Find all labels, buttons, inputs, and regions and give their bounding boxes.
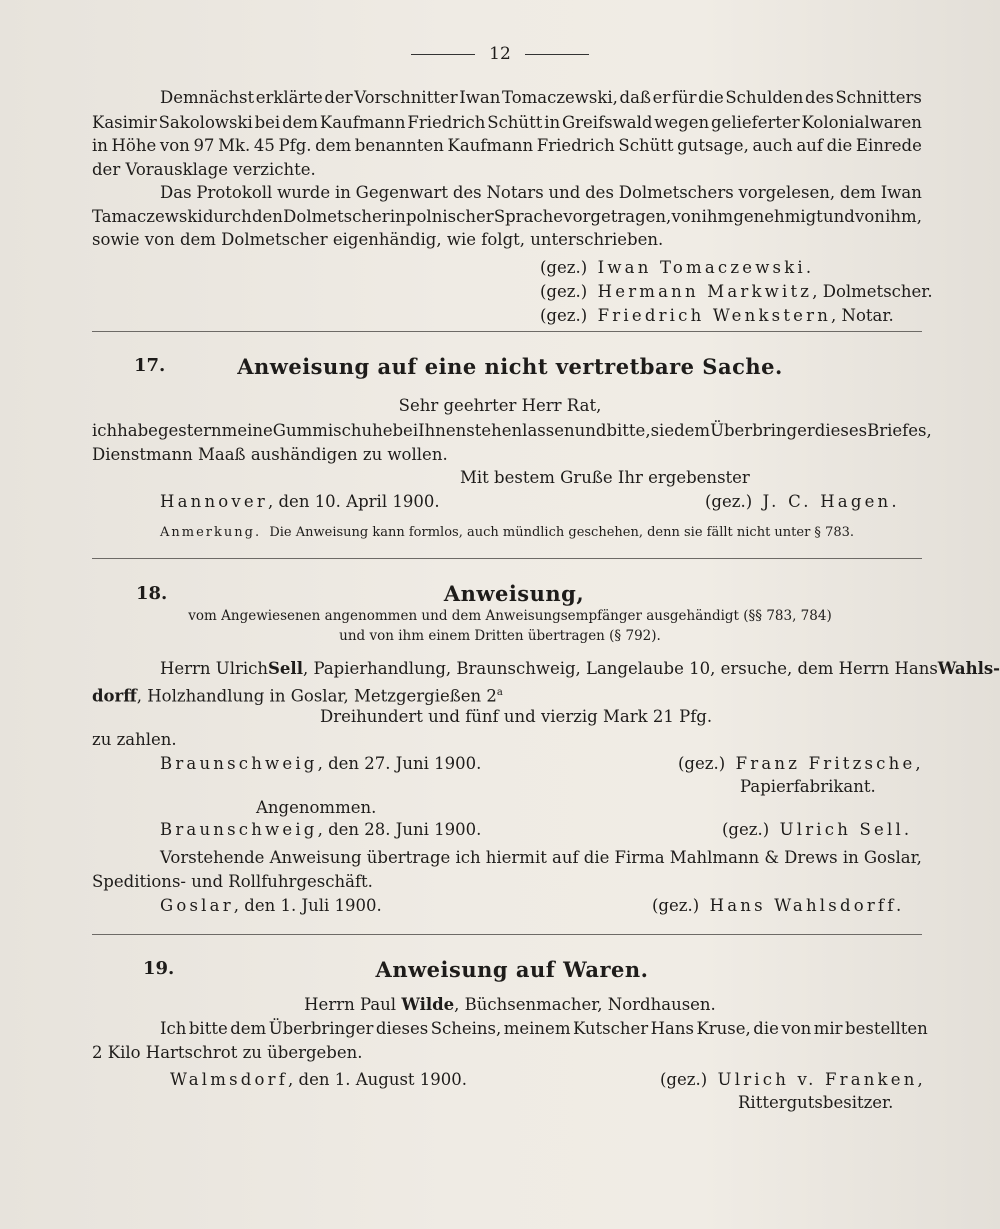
section-18-transfer-line-1 xyxy=(160,848,922,868)
note-text: Die Anweisung kann formlos, auch mündlich geschehen, denn sie fällt nicht unter § 783. xyxy=(269,525,855,540)
section-18-subtitle-1: vom Angewiesenen angenommen und dem Anweisungsempfänger ausgehändigt (§§ 783, 784) xyxy=(188,608,832,624)
word: 45 xyxy=(253,136,275,155)
word: dem xyxy=(839,183,876,202)
intro-line-5 xyxy=(160,183,922,203)
date: , den 28. Juni 1900. xyxy=(317,820,482,839)
note-label: Anmerkung. xyxy=(160,525,262,540)
section-19-signature-role: Rittergutsbesitzer. xyxy=(738,1093,894,1112)
section-18-zu-zahlen: zu zahlen. xyxy=(92,730,177,749)
intro-line-6 xyxy=(92,207,922,227)
word: auch xyxy=(752,136,793,155)
word: des xyxy=(805,88,834,107)
word: gelieferter xyxy=(711,113,800,132)
intro-line-3 xyxy=(92,136,922,156)
word: Mahlmann xyxy=(669,848,760,867)
word: Friedrich xyxy=(536,136,615,155)
word: in xyxy=(389,207,406,226)
word: ich xyxy=(92,421,118,440)
word: Vorschnitter xyxy=(354,88,458,107)
word: Schütt xyxy=(618,136,674,155)
word: dem xyxy=(674,421,711,440)
section-18-signature-1: (gez.) Franz Fritzsche, xyxy=(678,754,924,773)
word: bitte xyxy=(188,1019,228,1038)
word: auf xyxy=(552,848,579,867)
word: dem xyxy=(282,113,319,132)
section-19-line-2: 2 Kilo Hartschrot zu übergeben. xyxy=(92,1043,363,1062)
word: dieses xyxy=(814,421,868,440)
word: gutsage, xyxy=(677,136,749,155)
dash-left xyxy=(411,54,475,55)
word: Anweisung xyxy=(269,848,362,867)
section-19-title: Anweisung auf Waren. xyxy=(375,957,649,982)
word: Tamaczewski xyxy=(92,207,203,226)
word: Vorstehende xyxy=(160,848,265,867)
section-17-place-date xyxy=(160,492,440,512)
section-19-place-date xyxy=(170,1070,467,1090)
word: von xyxy=(855,207,885,226)
word: Greifswald xyxy=(561,113,653,132)
place: Braunschweig xyxy=(160,754,318,773)
word: Ich xyxy=(160,1019,187,1038)
section-17-closing: Mit bestem Gruße Ihr ergebenster xyxy=(460,468,750,487)
word: Demnächst xyxy=(160,88,255,107)
word: Pfg. xyxy=(278,136,312,155)
date: , den 1. Juli 1900. xyxy=(233,896,382,915)
word: auf xyxy=(796,136,824,155)
page-number xyxy=(0,44,1000,64)
section-18-line-2: dorff, Holzhandlung in Goslar, Metzgergießen 2$^a$ xyxy=(92,686,503,706)
section-18-place-date-3 xyxy=(160,896,382,916)
date: , den 1. August 1900. xyxy=(288,1070,468,1089)
word: Hans xyxy=(650,1019,694,1038)
word: dieses xyxy=(375,1019,429,1038)
word: Überbringer xyxy=(710,421,815,440)
word: Sakolowski xyxy=(158,113,253,132)
section-18-signature-1-role: Papierfabrikant. xyxy=(740,777,876,796)
word: von xyxy=(159,136,190,155)
word: Gummischuhe xyxy=(272,421,393,440)
word: stehen xyxy=(466,421,523,440)
word: der xyxy=(324,88,353,107)
intro-signature-3: (gez.) Friedrich Wenkstern, Notar. xyxy=(540,306,894,325)
word: dem xyxy=(230,1019,267,1038)
section-divider xyxy=(92,558,922,559)
intro-line-7: sowie von dem Dolmetscher eigenhändig, wie folgt, unterschrieben. xyxy=(92,230,664,249)
section-divider xyxy=(92,331,922,332)
section-17-line-2: Dienstmann Maaß aushändigen zu wollen. xyxy=(92,445,448,464)
section-19-number: 19. xyxy=(143,958,175,979)
signature-name: Ulrich Sell. xyxy=(779,820,913,839)
word: bestellten xyxy=(845,1019,928,1038)
word: meinem xyxy=(503,1019,571,1038)
word: wurde xyxy=(277,183,331,202)
word: die xyxy=(583,848,610,867)
word: benannten xyxy=(354,136,444,155)
intro-line-2 xyxy=(92,113,922,133)
word: von xyxy=(671,207,702,226)
word: bei xyxy=(392,421,419,440)
word: die xyxy=(753,1019,779,1038)
section-18-transfer-line-2: Speditions- und Rollfuhrgeschäft. xyxy=(92,872,373,891)
word: Kruse, xyxy=(696,1019,751,1038)
place: Hannover xyxy=(160,492,268,511)
word: ihm, xyxy=(885,207,922,226)
word: Gegenwart xyxy=(355,183,449,202)
word: erklärte xyxy=(255,88,323,107)
word: die xyxy=(698,88,724,107)
word: Das xyxy=(160,183,192,202)
section-17-signature: (gez.) J. C. Hagen. xyxy=(705,492,900,511)
word: Iwan xyxy=(880,183,922,202)
place: Walmsdorf xyxy=(170,1070,289,1089)
word: Kaufmann xyxy=(447,136,534,155)
section-19-signature: (gez.) Ulrich v. Franken, xyxy=(660,1070,926,1089)
section-divider xyxy=(92,934,922,935)
word: dem xyxy=(315,136,352,155)
word: und xyxy=(548,183,581,202)
section-17-note xyxy=(160,523,854,543)
word: die xyxy=(826,136,853,155)
word: gestern xyxy=(157,421,222,440)
word: Protokoll xyxy=(196,183,273,202)
page-number-text: 12 xyxy=(489,44,511,64)
word: für xyxy=(671,88,697,107)
word: Notars xyxy=(486,183,544,202)
section-17-line-1 xyxy=(92,421,932,441)
intro-signature-2: (gez.) Hermann Markwitz, Dolmetscher. xyxy=(540,282,933,301)
place: Braunschweig xyxy=(160,820,318,839)
word: lassen xyxy=(522,421,575,440)
signature-name: Friedrich Wenkstern xyxy=(597,306,832,325)
word: vorgelesen, xyxy=(738,183,836,202)
signature-name: Ulrich v. Franken, xyxy=(717,1070,926,1089)
word: wegen xyxy=(654,113,710,132)
word: Kaufmann xyxy=(319,113,406,132)
word: in xyxy=(842,848,859,867)
word: Mk. xyxy=(218,136,251,155)
word: vorgetragen, xyxy=(563,207,672,226)
word: des xyxy=(452,183,482,202)
word: Tomaczewski, xyxy=(501,88,618,107)
signature-name: J. C. Hagen. xyxy=(762,492,900,511)
intro-signature-1: (gez.) Iwan Tomaczewski. xyxy=(540,258,815,277)
section-18-subtitle-2: und von ihm einem Dritten übertragen (§ 792). xyxy=(339,628,661,644)
bold-name: Wahls- xyxy=(937,659,1000,678)
word: Firma xyxy=(614,848,665,867)
section-17-number: 17. xyxy=(134,355,166,376)
word: Schnitters xyxy=(835,88,922,107)
section-18-title: Anweisung, xyxy=(443,581,585,606)
bold-name: Wilde xyxy=(401,995,455,1014)
word: den xyxy=(251,207,283,226)
word: Schulden xyxy=(725,88,804,107)
word: Scheins, xyxy=(430,1019,502,1038)
word: Goslar, xyxy=(863,848,922,867)
word: Ihnen xyxy=(418,421,467,440)
word: Sprache xyxy=(493,207,564,226)
word: Kutscher xyxy=(572,1019,649,1038)
word: Briefes, xyxy=(867,421,932,440)
word: Kasimir xyxy=(92,113,157,132)
word: sie xyxy=(650,421,675,440)
word: mir xyxy=(813,1019,843,1038)
word: und xyxy=(823,207,855,226)
word: von xyxy=(781,1019,812,1038)
dash-right xyxy=(525,54,589,55)
word: genehmigt xyxy=(733,207,823,226)
word: durch xyxy=(202,207,252,226)
word: ihm xyxy=(701,207,734,226)
word: Höhe xyxy=(111,136,157,155)
section-17-title: Anweisung auf eine nicht vertretbare Sache. xyxy=(237,354,783,379)
word: meine xyxy=(221,421,273,440)
word: Iwan xyxy=(459,88,501,107)
word: in xyxy=(334,183,351,202)
date: , den 10. April 1900. xyxy=(268,492,440,511)
bold-name: Sell xyxy=(268,659,303,678)
signature-name: Franz Fritzsche, xyxy=(735,754,924,773)
date: , den 27. Juni 1900. xyxy=(317,754,482,773)
section-19-address: Herrn Paul Wilde, Büchsenmacher, Nordhausen. xyxy=(304,995,716,1014)
word: übertrage xyxy=(366,848,451,867)
word: Einrede xyxy=(855,136,922,155)
section-18-amount: Dreihundert und fünf und vierzig Mark 21 Pfg. xyxy=(320,707,713,726)
section-18-signature-3: (gez.) Hans Wahlsdorff. xyxy=(652,896,905,915)
word: er xyxy=(652,88,671,107)
signature-name: Hans Wahlsdorff. xyxy=(709,896,905,915)
section-18-accepted: Angenommen. xyxy=(256,798,377,817)
intro-line-1 xyxy=(160,88,922,108)
word: habe xyxy=(117,421,158,440)
word: bitte, xyxy=(606,421,651,440)
section-18-number: 18. xyxy=(136,583,168,604)
signature-name: Iwan Tomaczewski. xyxy=(597,258,815,277)
bold-name: dorff xyxy=(92,686,137,706)
word: 97 xyxy=(193,136,215,155)
section-18-place-date-1 xyxy=(160,754,481,774)
word: daß xyxy=(619,88,651,107)
section-19-line-1 xyxy=(160,1019,928,1039)
word: Schütt xyxy=(487,113,543,132)
section-18-place-date-2 xyxy=(160,820,481,840)
section-18-signature-2: (gez.) Ulrich Sell. xyxy=(722,820,913,839)
section-17-salutation: Sehr geehrter Herr Rat, xyxy=(398,396,602,415)
word: bei xyxy=(254,113,281,132)
signature-name: Hermann Markwitz xyxy=(597,282,813,301)
word: ich xyxy=(455,848,481,867)
place: Goslar xyxy=(160,896,234,915)
intro-line-4: der Vorausklage verzichte. xyxy=(92,160,316,179)
section-18-line-1: Herrn Ulrich Sell, Papierhandlung, Braunschweig, Langelaube 10, ersuche, dem Herrn Hans Wahls- xyxy=(160,659,1000,678)
word: des xyxy=(585,183,614,202)
word: hiermit xyxy=(485,848,547,867)
word: in xyxy=(92,136,108,155)
word: Dolmetscher xyxy=(283,207,390,226)
word: und xyxy=(574,421,607,440)
word: Kolonialwaren xyxy=(801,113,922,132)
word: Überbringer xyxy=(268,1019,374,1038)
word: in xyxy=(544,113,561,132)
word: Friedrich xyxy=(407,113,486,132)
word: & xyxy=(764,848,780,867)
word: Dolmetschers xyxy=(618,183,734,202)
word: polnischer xyxy=(405,207,494,226)
word: Drews xyxy=(784,848,838,867)
